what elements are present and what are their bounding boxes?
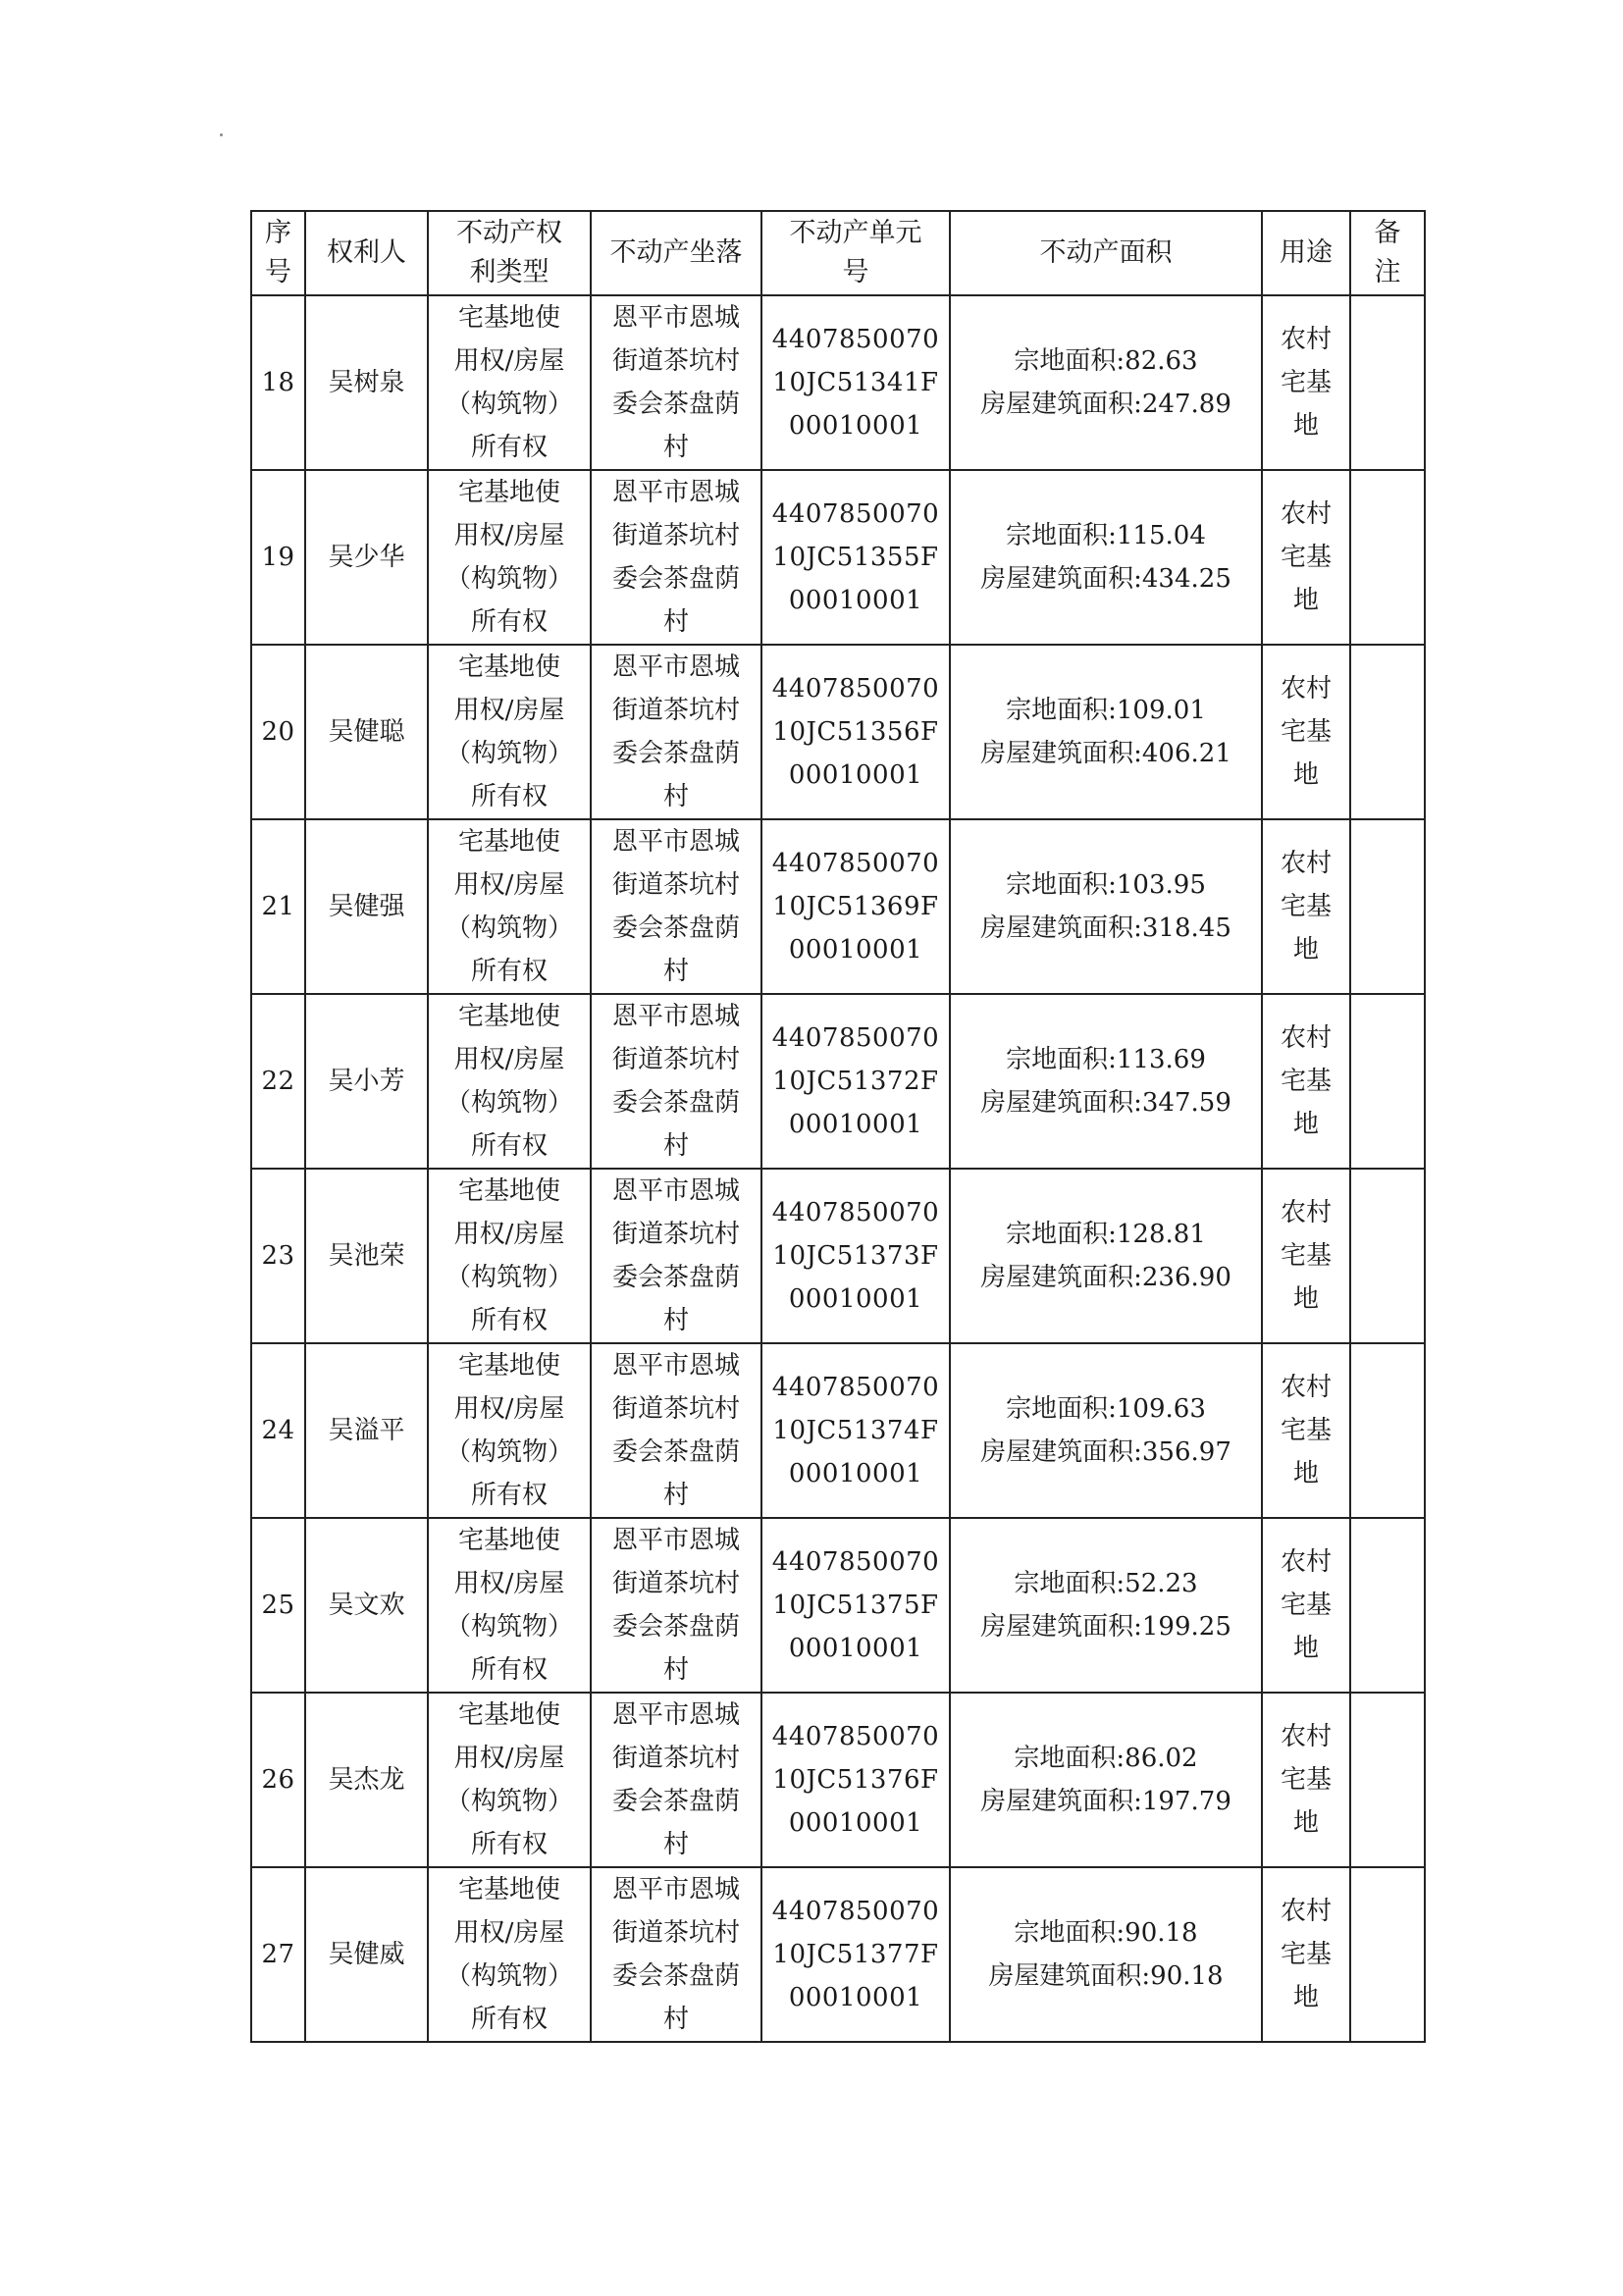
cell-remark — [1350, 1343, 1425, 1518]
cell-unit-no: 4407850070 10JC51355F 00010001 — [761, 470, 950, 645]
cell-use: 农村 宅基 地 — [1262, 470, 1350, 645]
cell-holder: 吴溢平 — [305, 1343, 428, 1518]
cell-holder: 吴健聪 — [305, 645, 428, 819]
table-header-row — [251, 211, 1425, 295]
cell-area — [950, 470, 1262, 645]
cell-remark — [1350, 1867, 1425, 2042]
cell-right-type: 宅基地使 用权/房屋 （构筑物） 所有权 — [428, 1169, 591, 1343]
cell-holder: 吴健威 — [305, 1867, 428, 2042]
cell-seq: 22 — [251, 994, 305, 1169]
land-area: 宗地面积:115.04 — [1006, 521, 1206, 550]
cell-use: 农村 宅基 地 — [1262, 1518, 1350, 1693]
table-row — [251, 1518, 1425, 1693]
cell-remark — [1350, 1693, 1425, 1867]
cell-remark — [1350, 470, 1425, 645]
cell-location: 恩平市恩城 街道茶坑村 委会茶盘荫 村 — [591, 645, 761, 819]
cell-use: 农村 宅基 地 — [1262, 645, 1350, 819]
cell-use: 农村 宅基 地 — [1262, 295, 1350, 470]
cell-remark — [1350, 645, 1425, 819]
cell-use: 农村 宅基 地 — [1262, 819, 1350, 994]
cell-right-type: 宅基地使 用权/房屋 （构筑物） 所有权 — [428, 819, 591, 994]
cell-right-type: 宅基地使 用权/房屋 （构筑物） 所有权 — [428, 1343, 591, 1518]
cell-holder: 吴杰龙 — [305, 1693, 428, 1867]
cell-area — [950, 819, 1262, 994]
cell-use: 农村 宅基 地 — [1262, 1867, 1350, 2042]
cell-location: 恩平市恩城 街道茶坑村 委会茶盘荫 村 — [591, 1867, 761, 2042]
header-location: 不动产坐落 — [591, 211, 761, 295]
header-area: 不动产面积 — [950, 211, 1262, 295]
cell-area — [950, 1343, 1262, 1518]
table-row — [251, 994, 1425, 1169]
cell-seq: 27 — [251, 1867, 305, 2042]
cell-seq: 24 — [251, 1343, 305, 1518]
cell-unit-no: 4407850070 10JC51374F 00010001 — [761, 1343, 950, 1518]
building-area: 房屋建筑面积:356.97 — [980, 1437, 1231, 1467]
building-area: 房屋建筑面积:197.79 — [980, 1787, 1231, 1816]
cell-right-type: 宅基地使 用权/房屋 （构筑物） 所有权 — [428, 1693, 591, 1867]
cell-right-type: 宅基地使 用权/房屋 （构筑物） 所有权 — [428, 645, 591, 819]
cell-remark — [1350, 295, 1425, 470]
building-area: 房屋建筑面积:406.21 — [980, 739, 1231, 768]
cell-location: 恩平市恩城 街道茶坑村 委会茶盘荫 村 — [591, 819, 761, 994]
cell-location: 恩平市恩城 街道茶坑村 委会茶盘荫 村 — [591, 295, 761, 470]
cell-area — [950, 1693, 1262, 1867]
table-row — [251, 470, 1425, 645]
land-area: 宗地面积:103.95 — [1006, 870, 1206, 900]
cell-holder: 吴文欢 — [305, 1518, 428, 1693]
cell-holder: 吴池荣 — [305, 1169, 428, 1343]
header-use: 用途 — [1262, 211, 1350, 295]
cell-remark — [1350, 994, 1425, 1169]
cell-area — [950, 645, 1262, 819]
cell-area — [950, 1867, 1262, 2042]
real-estate-registry-table — [250, 210, 1426, 2043]
cell-holder: 吴健强 — [305, 819, 428, 994]
cell-seq: 26 — [251, 1693, 305, 1867]
table-row — [251, 1693, 1425, 1867]
building-area: 房屋建筑面积:199.25 — [980, 1612, 1231, 1642]
table-row — [251, 295, 1425, 470]
cell-location: 恩平市恩城 街道茶坑村 委会茶盘荫 村 — [591, 1169, 761, 1343]
land-area: 宗地面积:90.18 — [1014, 1918, 1198, 1948]
cell-area — [950, 994, 1262, 1169]
building-area: 房屋建筑面积:318.45 — [980, 913, 1231, 943]
building-area: 房屋建筑面积:236.90 — [980, 1263, 1231, 1292]
cell-use: 农村 宅基 地 — [1262, 1169, 1350, 1343]
cell-location: 恩平市恩城 街道茶坑村 委会茶盘荫 村 — [591, 1518, 761, 1693]
land-area: 宗地面积:109.01 — [1006, 696, 1206, 725]
cell-location: 恩平市恩城 街道茶坑村 委会茶盘荫 村 — [591, 994, 761, 1169]
table-row — [251, 1343, 1425, 1518]
building-area: 房屋建筑面积:434.25 — [980, 564, 1231, 594]
header-right-type: 不动产权 利类型 — [428, 211, 591, 295]
header-unit-no: 不动产单元 号 — [761, 211, 950, 295]
land-area: 宗地面积:113.69 — [1006, 1045, 1206, 1074]
cell-right-type: 宅基地使 用权/房屋 （构筑物） 所有权 — [428, 295, 591, 470]
cell-remark — [1350, 1169, 1425, 1343]
cell-remark — [1350, 819, 1425, 994]
table-row — [251, 1169, 1425, 1343]
building-area: 房屋建筑面积:247.89 — [980, 390, 1231, 419]
land-area: 宗地面积:128.81 — [1006, 1220, 1206, 1249]
cell-area — [950, 1518, 1262, 1693]
scan-speck — [220, 133, 223, 136]
cell-use: 农村 宅基 地 — [1262, 994, 1350, 1169]
cell-right-type: 宅基地使 用权/房屋 （构筑物） 所有权 — [428, 1867, 591, 2042]
cell-unit-no: 4407850070 10JC51356F 00010001 — [761, 645, 950, 819]
cell-use: 农村 宅基 地 — [1262, 1693, 1350, 1867]
header-seq: 序 号 — [251, 211, 305, 295]
cell-unit-no: 4407850070 10JC51373F 00010001 — [761, 1169, 950, 1343]
cell-seq: 19 — [251, 470, 305, 645]
cell-unit-no: 4407850070 10JC51377F 00010001 — [761, 1867, 950, 2042]
cell-seq: 20 — [251, 645, 305, 819]
cell-seq: 23 — [251, 1169, 305, 1343]
cell-right-type: 宅基地使 用权/房屋 （构筑物） 所有权 — [428, 470, 591, 645]
cell-unit-no: 4407850070 10JC51341F 00010001 — [761, 295, 950, 470]
header-holder: 权利人 — [305, 211, 428, 295]
cell-location: 恩平市恩城 街道茶坑村 委会茶盘荫 村 — [591, 470, 761, 645]
cell-holder: 吴少华 — [305, 470, 428, 645]
table-row — [251, 819, 1425, 994]
cell-holder: 吴小芳 — [305, 994, 428, 1169]
land-area: 宗地面积:82.63 — [1014, 346, 1198, 376]
table-row — [251, 1867, 1425, 2042]
cell-holder: 吴树泉 — [305, 295, 428, 470]
cell-area — [950, 1169, 1262, 1343]
cell-location: 恩平市恩城 街道茶坑村 委会茶盘荫 村 — [591, 1693, 761, 1867]
cell-area — [950, 295, 1262, 470]
cell-unit-no: 4407850070 10JC51372F 00010001 — [761, 994, 950, 1169]
cell-unit-no: 4407850070 10JC51369F 00010001 — [761, 819, 950, 994]
cell-right-type: 宅基地使 用权/房屋 （构筑物） 所有权 — [428, 1518, 591, 1693]
table-body — [251, 295, 1425, 2042]
cell-seq: 25 — [251, 1518, 305, 1693]
cell-unit-no: 4407850070 10JC51375F 00010001 — [761, 1518, 950, 1693]
building-area: 房屋建筑面积:347.59 — [980, 1088, 1231, 1118]
land-area: 宗地面积:109.63 — [1006, 1394, 1206, 1424]
header-remark: 备 注 — [1350, 211, 1425, 295]
land-area: 宗地面积:52.23 — [1014, 1569, 1198, 1598]
cell-location: 恩平市恩城 街道茶坑村 委会茶盘荫 村 — [591, 1343, 761, 1518]
table-row — [251, 645, 1425, 819]
cell-remark — [1350, 1518, 1425, 1693]
cell-right-type: 宅基地使 用权/房屋 （构筑物） 所有权 — [428, 994, 591, 1169]
cell-seq: 18 — [251, 295, 305, 470]
building-area: 房屋建筑面积:90.18 — [988, 1961, 1224, 1991]
land-area: 宗地面积:86.02 — [1014, 1744, 1198, 1773]
cell-unit-no: 4407850070 10JC51376F 00010001 — [761, 1693, 950, 1867]
cell-use: 农村 宅基 地 — [1262, 1343, 1350, 1518]
cell-seq: 21 — [251, 819, 305, 994]
